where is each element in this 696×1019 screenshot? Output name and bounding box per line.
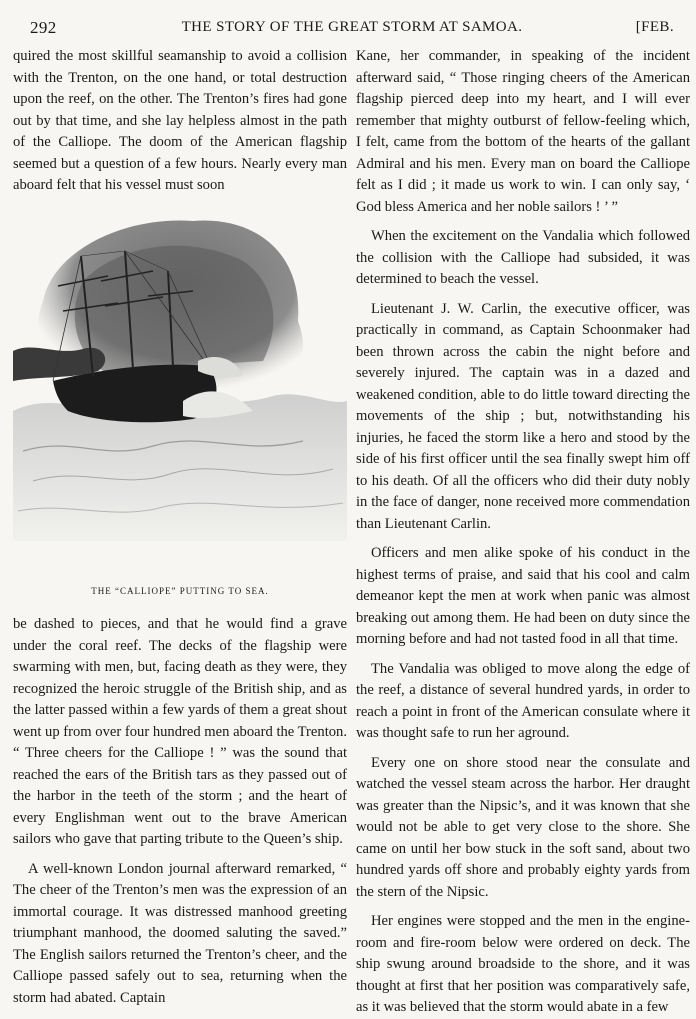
running-title: THE STORY OF THE GREAT STORM AT SAMOA. [181, 19, 523, 35]
calliope-engraving [13, 211, 347, 541]
paragraph: Every one on shore stood near the consulate and watched the vessel steam across the harbor. Her draught was greater than the Nipsic’s, and it was known that she would not be able to get very close to the shore. She came on until her bow stuck in the soft sand, about two hundred yards off shore and probably eighty yards from the stern of the Nipsic. [356, 754, 690, 900]
paragraph: Officers and men alike spoke of his conduct in the highest terms of praise, and said that his cool and calm demeanor kept the men at work when panic was almost breaking out among them. He had been on duty since the morning before and had not tasted food in all that time. [356, 545, 690, 647]
month-marker: [FEB. [635, 19, 674, 35]
page-number: 292 [30, 18, 57, 37]
right-column [356, 46, 690, 1019]
paragraph: Lieutenant J. W. Carlin, the executive officer, was practically in command, as Captain Schoonmaker had been thrown across the cabin the night before and severely injured. The captain was in a dazed and weakened condition, able to do little toward directing the movements of the ship ; but, notwithstanding his injuries, he faced the storm like a hero and stood by the side of his first officer until the sea finally swept him off to his death. Of all the officers who did their duty nobly in the face of danger, none received more commendation than Lieutenant Carlin. [356, 300, 690, 532]
figure-caption: THE “CALLIOPE” PUTTING TO SEA. [91, 585, 269, 596]
paragraph: Kane, her commander, in speaking of the incident afterward said, “ Those ringing cheers of the American flagship pierced deep into my heart, and I will ever remember that mighty outburst of fellow-feeling which, I felt, came from the bottom of the hearts of the gallant Admiral and his men. Every man on board the Calliope felt as I did ; it made us work to win. I can only say, ‘ God bless America and her noble sailors ! ’ ” [356, 48, 690, 215]
paragraph: The Vandalia was obliged to move along the edge of the reef, a distance of several hundred yards, in order to reach a point in front of the American consulate where it was thought safe to run her aground. [356, 660, 690, 741]
left-column [13, 46, 347, 1009]
paragraph: quired the most skillful seamanship to avoid a collision with the Trenton, on the one hand, or total destruction upon the reef, on the other. The Trenton’s fires had gone out by that time, and she lay helpless almost in the path of the Calliope. The doom of the American flagship seemed but a question of a few hours. Nearly every man aboard felt that his vessel must soon [13, 48, 347, 193]
ship-illustration [13, 211, 347, 571]
page-header [30, 18, 674, 42]
paragraph: be dashed to pieces, and that he would find a grave under the coral reef. The decks of the flagship were swarming with men, but, facing death as they were, they recognized the heroic struggle of the British ship, and as the latter passed within a few yards of them a great shout went up from over four hundred men aboard the Trenton. “ Three cheers for the Calliope ! ” was the sound that reached the ears of the British tars as they passed out of the harbor in the teeth of the storm ; and the heart of every Englishman went out to the brave American sailors who gave that parting tribute to the Queen’s ship. [13, 616, 347, 847]
paragraph: A well-known London journal afterward remarked, “ The cheer of the Trenton’s men was the expression of an immortal courage. It was distressed manhood greeting triumphant manhood, the doomed saluting the saved.” The English sailors returned the Trenton’s cheer, and the Calliope passed safely out to sea, returning when the storm had abated. Captain [13, 860, 347, 1006]
paragraph: Her engines were stopped and the men in the engine-room and fire-room below were ordered on deck. The ship swung around broadside to the shore, and it was thought at first that her position was comparatively safe, as it was believed that the storm would abate in a few [356, 913, 690, 1015]
paragraph: When the excitement on the Vandalia which followed the collision with the Calliope had subsided, it was determined to beach the vessel. [356, 228, 690, 287]
